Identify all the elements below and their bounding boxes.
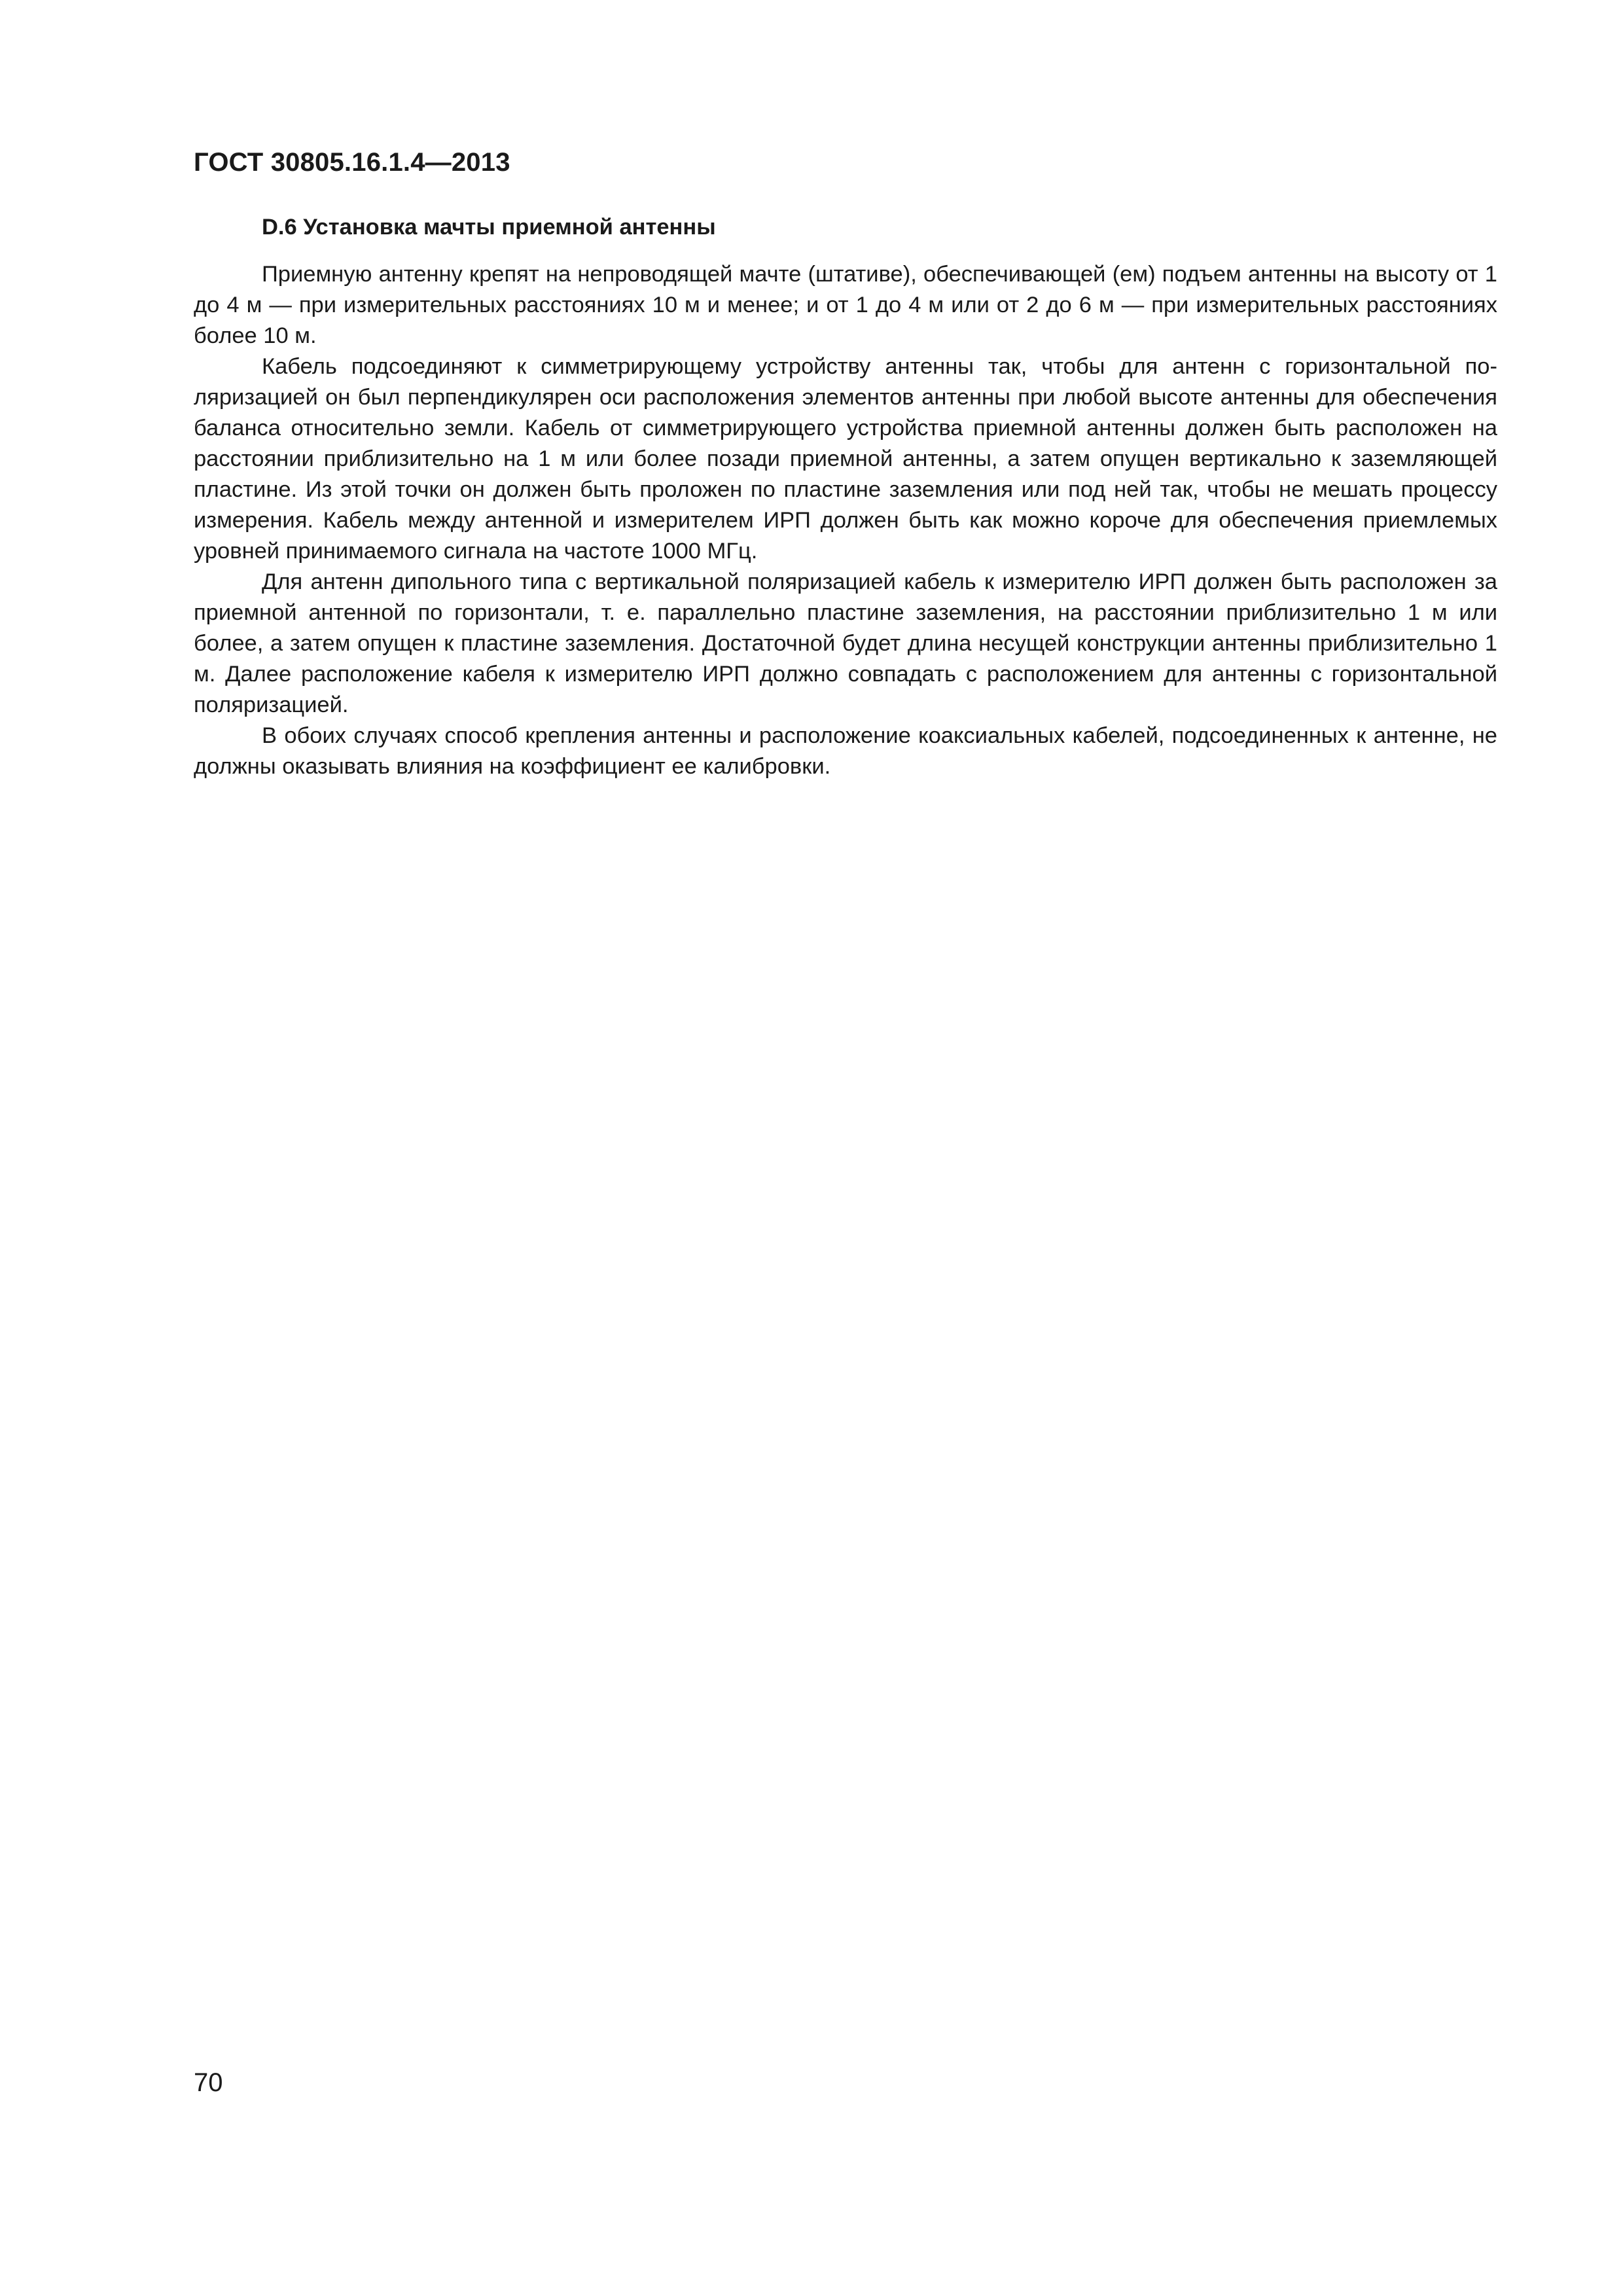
paragraph-2: Кабель подсоединяют к симметрирующему устройству антенны так, чтобы для антенн с горизонтальной поляризацией он был перпендикулярен оси расположения элементов антенны при любой высоте антенны для обеспечения баланса относительно земли. Кабель от симметрирующего устройства приемной антенны должен быть расположен на расстоянии приблизительно на 1 м или более позади приемной антенны, а затем опущен вертикально к заземляющей пластине. Из этой точки он должен быть проложен по пластине заземления или под ней так, чтобы не мешать процессу измерения. Кабель между антенной и измерителем ИРП должен быть как можно короче для обеспечения приемлемых уровней принимаемого сигнала на частоте 1000 МГц. [194, 354, 1497, 564]
paragraph-3: Для антенн дипольного типа с вертикальной поляризацией кабель к измерителю ИРП должен быть расположен за приемной антенной по горизонтали, т. е. параллельно пластине заземления, на расстоянии приблизительно 1 м или более, а затем опущен к пластине заземления. Достаточной будет длина несущей конструкции антенны приблизительно 1 м. Далее расположение кабеля к измерителю ИРП должно совпадать с расположением для антенны с горизонтальной поляризацией. [194, 569, 1497, 717]
document-header-standard-id: ГОСТ 30805.16.1.4—2013 [194, 148, 510, 177]
paragraph-4: В обоих случаях способ крепления антенны и расположение коаксиальных кабелей, подсоединенных к антенне, не должны оказывать влияния на коэффициент ее калибровки. [194, 723, 1497, 779]
paragraph-1: Приемную антенну крепят на непроводящей мачте (штативе), обеспечивающей (ем) подъем антенны на высоту от 1 до 4 м — при измерительных расстояниях 10 м и менее; и от 1 до 4 м или от 2 до 6 м — при измерительных расстояниях более 10 м. [194, 262, 1497, 348]
page-number: 70 [194, 2068, 223, 2097]
document-body [194, 211, 1497, 782]
section-title: D.6 Установка мачты приемной антенны [262, 215, 716, 240]
